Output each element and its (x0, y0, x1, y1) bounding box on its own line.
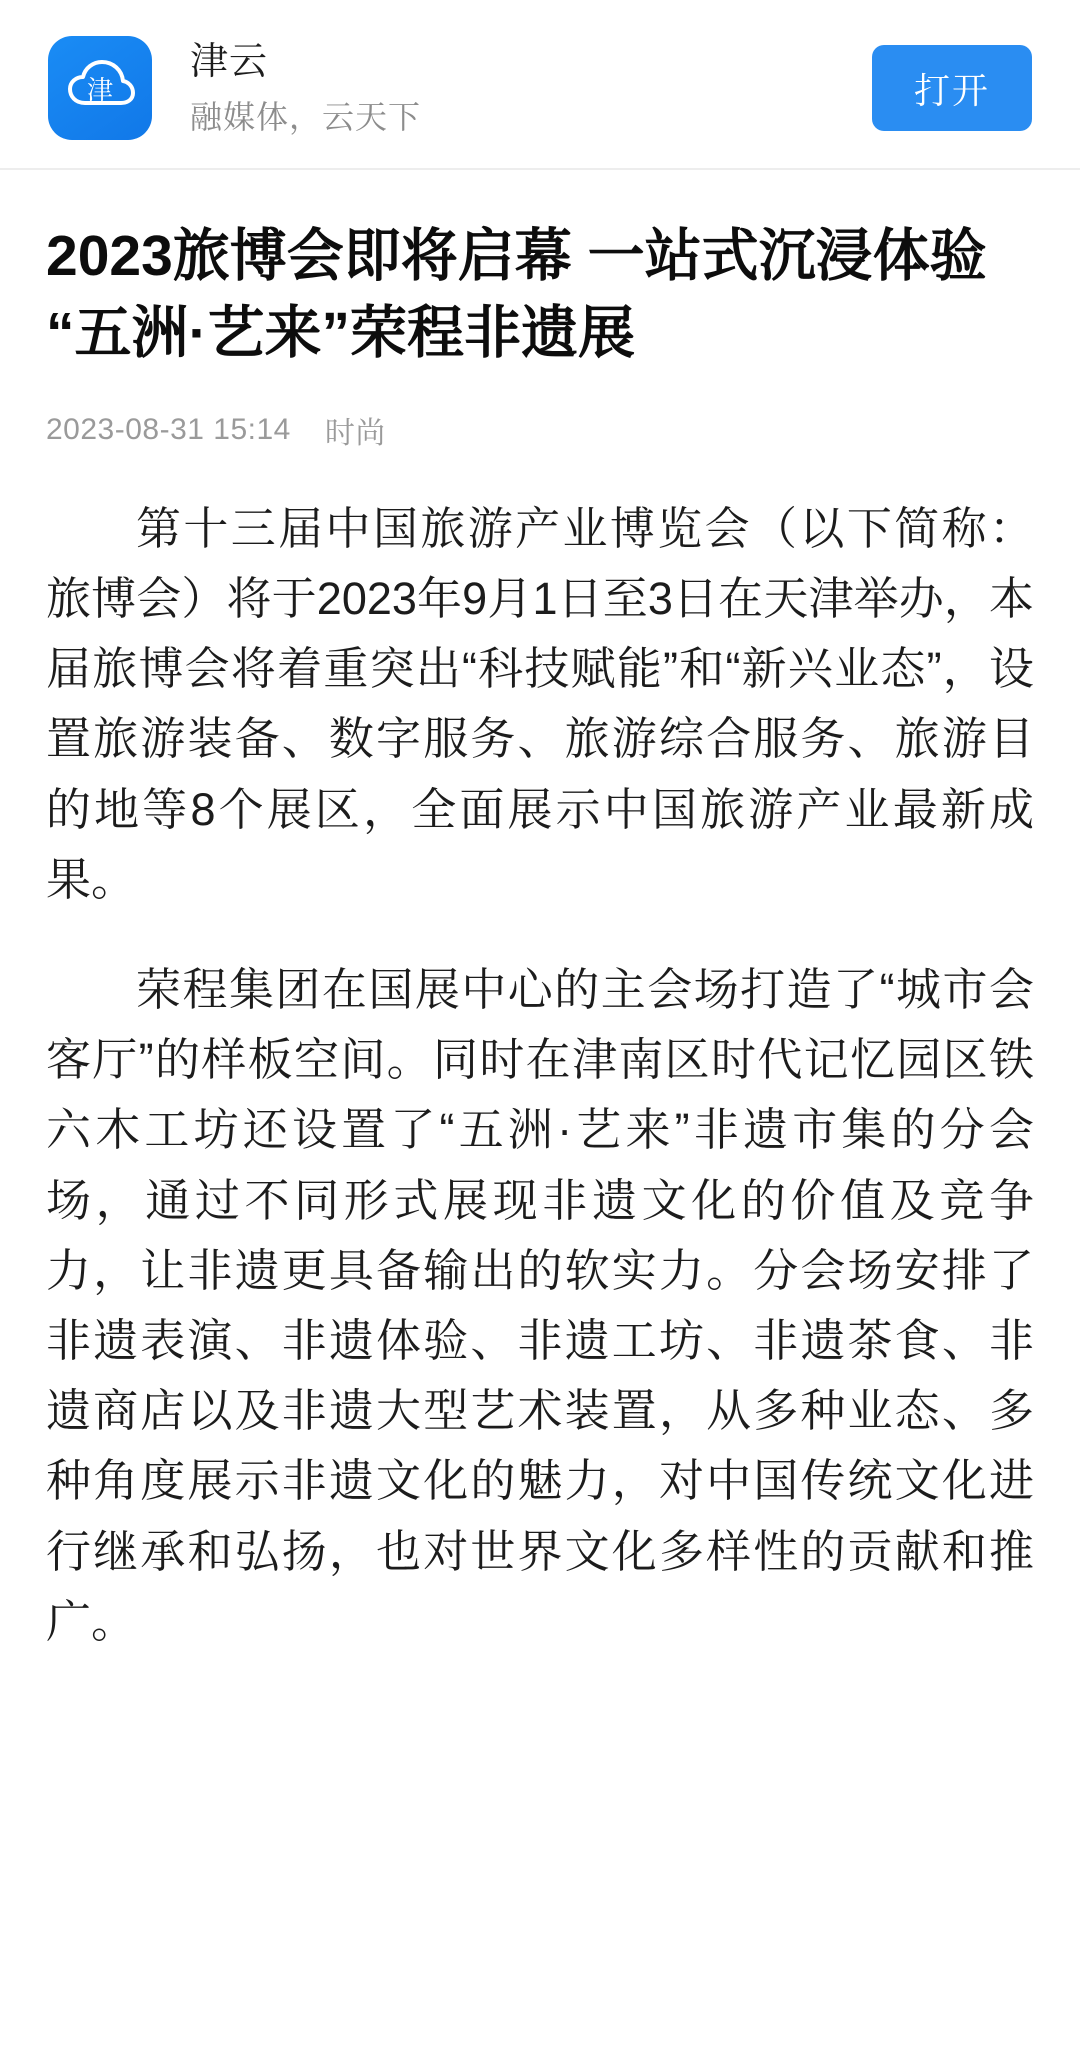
app-download-banner (0, 0, 1080, 170)
app-info (190, 39, 872, 137)
app-slogan: 融媒体，云天下 (190, 98, 422, 135)
cloud-logo-icon (48, 36, 152, 140)
svg-text:津: 津 (86, 75, 114, 105)
page-title: 2023旅博会即将启幕 一站式沉浸体验“五洲·艺来”荣程非遗展 (46, 224, 987, 365)
article-body (46, 494, 1034, 1657)
open-app-button[interactable]: 打开 (872, 45, 1032, 131)
publish-timestamp: 2023-08-31 15:14 (46, 412, 291, 446)
article-paragraph: 荣程集团在国展中心的主会场打造了“城市会客厅”的样板空间。同时在津南区时代记忆园区铁六木工坊还设置了“五洲·艺来”非遗市集的分会场，通过不同形式展现非遗文化的价值及竞争力，让非遗更具备输出的软实力。分会场安排了非遗表演、非遗体验、非遗工坊、非遗茶食、非遗商店以及非遗大型艺术装置，从多种业态、多种角度展示非遗文化的魅力，对中国传统文化进行继承和弘扬，也对世界文化多样性的贡献和推广。 (46, 964, 1034, 1647)
article-paragraph: 第十三届中国旅游产业博览会（以下简称：旅博会）将于2023年9月1日至3日在天津举办，本届旅博会将着重突出“科技赋能”和“新兴业态”，设置旅游装备、数字服务、旅游综合服务、旅游目的地等8个展区，全面展示中国旅游产业最新成果。 (46, 502, 1034, 905)
app-name: 津云 (190, 41, 269, 84)
article-meta (46, 408, 1034, 452)
article-channel: 时尚 (324, 416, 386, 450)
article-container (0, 170, 1080, 1657)
